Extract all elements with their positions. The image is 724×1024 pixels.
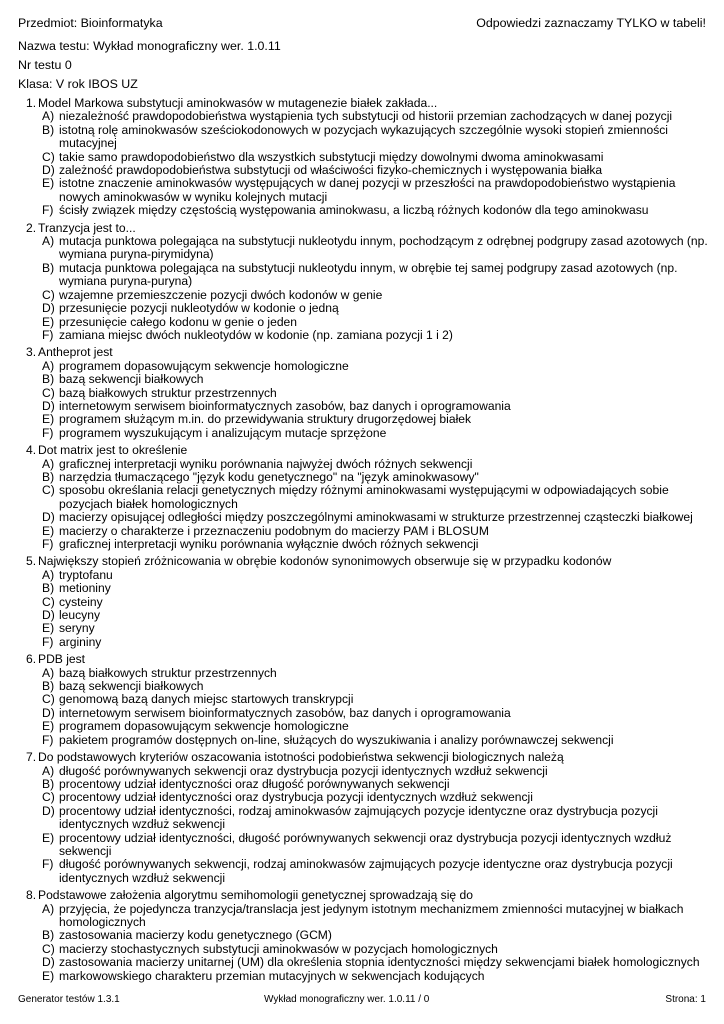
question-5 [0,555,724,649]
answer-option [0,596,724,609]
option-text: metioniny [59,581,111,596]
question-stem: Podstawowe założenia algorytmu semihomologii genetycznej sprowadzają się do [38,888,473,903]
option-text: markowowskiego charakteru przemian mutacyjnych w sekwencjach kodujących [59,968,485,983]
answer-option [0,110,724,123]
answer-option [0,778,724,791]
answer-option [0,413,724,426]
answer-option [0,373,724,386]
option-letter: D) [42,398,55,413]
option-text: przyjęcia, że pojedyncza tranzycja/translacja jest jedynym istotnym mechanizmem zmienności mutacyjnej w białkach homologicznych [59,901,684,929]
option-text: macierzy stochastycznych substytucji aminokwasów w pozycjach homologicznych [59,941,498,956]
question-text [0,97,724,110]
answer-option [0,387,724,400]
option-text: graficznej interpretacji wyniku porównania najwyżej dwóch różnych sekwencji [59,456,473,471]
option-letter: E) [42,412,55,427]
option-letter: D) [42,510,55,525]
question-number: 6. [26,652,37,667]
question-2 [0,222,724,343]
answer-option [0,538,724,551]
option-text: przesunięcie pozycji nukleotydów w kodonie o jedną [59,301,339,316]
answer-option [0,609,724,622]
question-stem: Największy stopień zróżnicowania w obrębie kodonów synonimowych obserwuje się w przypadku kodonów [38,554,612,569]
answer-option [0,164,724,177]
option-letter: D) [42,163,55,178]
answer-option [0,235,724,262]
footer-generator: Generator testów 1.3.1 [18,994,120,1005]
option-text: niezależność prawdopodobieństwa wystąpienia tych substytucji od historii przemian zachodzących w danej pozycji [59,109,673,124]
option-letter: C) [42,385,55,400]
option-text: długość porównywanych sekwencji oraz dystrybucja pozycji identycznych wzdłuż sekwencji [59,763,548,778]
question-text [0,751,724,764]
option-text: zamiana miejsc dwóch nukleotydów w kodonie (np. zamiana pozycji 1 i 2) [59,327,453,342]
question-6 [0,653,724,747]
option-text: zastosowania macierzy kodu genetycznego (GCM) [59,928,332,943]
option-letter: F) [42,425,54,440]
option-letter: E) [42,314,55,329]
question-4 [0,444,724,551]
option-letter: C) [42,287,55,302]
answer-option [0,693,724,706]
option-letter: B) [42,122,55,137]
instructions-label: Odpowiedzi zaznaczamy TYLKO w tabeli! [476,16,706,30]
option-letter: A) [42,456,55,471]
option-text: argininy [59,634,102,649]
option-letter: B) [42,372,55,387]
question-text [0,222,724,235]
answer-option [0,805,724,832]
option-text: programem dopasowującym sekwencje homologiczne [59,719,349,734]
question-stem: Dot matrix jest to określenie [38,443,188,458]
option-text: pakietem programów dostępnych on-line, służących do wyszukiwania i analizy porównawczej sekwencji [59,732,614,747]
answer-option [0,289,724,302]
option-letter: F) [42,634,54,649]
option-text: istotne znaczenie aminokwasów występujących w danej pozycji w przeszłości na prawdopodobieństwo wystąpienia nowych aminokwasów w wyniku kolejnych mutacji [59,176,676,204]
option-text: długość porównywanych sekwencji, rodzaj aminokwasów zajmujących pozycje identyczne oraz dystrybucja pozycji identycznych wzdłuż sekwencji [59,857,673,885]
question-number: 2. [26,220,37,235]
answer-option [0,707,724,720]
option-text: procentowy udział identyczności oraz długość porównywanych sekwencji [59,776,450,791]
option-text: programem wyszukującym i analizującym mutacje sprzężone [59,425,387,440]
option-text: ścisły związek między częstością występowania aminokwasu, a liczbą różnych kodonów dla tego aminokwasu [59,203,649,218]
answer-option [0,525,724,538]
answer-option [0,427,724,440]
option-letter: A) [42,234,55,249]
option-text: bazą białkowych struktur przestrzennych [59,665,277,680]
option-text: procentowy udział identyczności, rodzaj aminokwasów zajmujących pozycje identyczne oraz dystrybucja pozycji identycznych wzdłuż sekwencji [59,803,658,832]
option-letter: A) [42,665,55,680]
answer-option [0,943,724,956]
option-letter: B) [42,581,55,596]
question-number: 8. [26,888,37,903]
option-letter: B) [42,928,55,943]
option-letter: E) [42,968,55,983]
option-text: tryptofanu [59,567,113,582]
answer-option [0,720,724,733]
answer-option [0,204,724,217]
footer-page-number: Strona: 1 [665,994,706,1005]
answer-option [0,929,724,942]
option-text: mutacja punktowa polegająca na substytucji nukleotydu innym, pochodzącym z odrębnej podgrupy zasad azotowych (np. wymiana puryna-pirymidyna) [59,234,708,262]
option-letter: E) [42,830,55,845]
option-text: cysteiny [59,594,103,609]
option-text: procentowy udział identyczności oraz dystrybucja pozycji identycznych wzdłuż sekwencji [59,790,533,805]
option-text: macierzy opisującej odległości między poszczególnymi aminokwasami w strukturze przestrzennej cząsteczki białkowej [59,510,693,525]
test-name-label: Nazwa testu: Wykład monograficzny wer. 1.0.11 [18,39,281,53]
option-text: seryny [59,621,95,636]
option-text: narzędzia tłumaczącego "język kodu genetycznego" na "język aminokwasowy" [59,469,479,484]
question-number: 5. [26,554,37,569]
question-stem: Do podstawowych kryteriów oszacowania istotności podobieństwa sekwencji biologicznych należą [38,750,564,765]
answer-option [0,970,724,983]
question-stem: Antheprot jest [38,345,113,360]
answer-option [0,360,724,373]
answer-option [0,622,724,635]
option-text: sposobu określania relacji genetycznych między różnymi aminokwasami występującymi w odpowiadających sobie pozycjach białek homologicznych [59,483,669,511]
option-letter: A) [42,358,55,373]
answer-option [0,956,724,969]
question-stem: Model Markowa substytucji aminokwasów w mutagenezie białek zakłada... [38,96,438,110]
answer-option [0,471,724,484]
class-label: Klasa: V rok IBOS UZ [18,77,138,91]
answer-option [0,791,724,804]
question-3 [0,346,724,440]
question-list [0,97,724,987]
question-stem: Tranzycja jest to... [38,220,136,235]
question-number: 4. [26,443,37,458]
option-letter: D) [42,608,55,623]
option-letter: C) [42,594,55,609]
answer-option [0,765,724,778]
answer-option [0,858,724,885]
option-letter: F) [42,327,54,342]
subject-label: Przedmiot: Bioinformatyka [18,16,163,30]
answer-option [0,680,724,693]
answer-option [0,316,724,329]
question-text [0,346,724,359]
option-text: bazą sekwencji białkowych [59,372,204,387]
answer-option [0,302,724,315]
option-text: zastosowania macierzy unitarnej (UM) dla określenia stopnia identyczności między sekwencjami białek homologicznych [59,955,700,970]
option-letter: E) [42,523,55,538]
option-letter: C) [42,149,55,164]
question-number: 1. [26,96,37,110]
option-letter: A) [42,109,55,124]
option-letter: B) [42,776,55,791]
option-letter: B) [42,469,55,484]
answer-option [0,569,724,582]
answer-option [0,484,724,511]
test-number-label: Nr testu 0 [18,58,72,72]
option-letter: D) [42,955,55,970]
option-text: genomową bazą danych miejsc startowych transkrypcji [59,692,354,707]
option-text: internetowym serwisem bioinformatycznych zasobów, baz danych i oprogramowania [59,705,511,720]
option-letter: C) [42,692,55,707]
option-text: mutacja punktowa polegająca na substytucji nukleotydu innym, w obrębie tej samej podgrupy zasad azotowych (np. wymiana puryna-puryna) [59,260,678,289]
answer-option [0,636,724,649]
option-letter: E) [42,176,55,191]
question-8 [0,889,724,983]
option-letter: C) [42,941,55,956]
answer-option [0,177,724,204]
question-text [0,889,724,902]
option-letter: F) [42,537,54,551]
option-letter: A) [42,567,55,582]
question-text [0,653,724,666]
footer-document: Wykład monograficzny wer. 1.0.11 / 0 [264,994,430,1005]
answer-option [0,903,724,930]
option-letter: D) [42,301,55,316]
answer-option [0,511,724,524]
option-text: bazą sekwencji białkowych [59,679,204,694]
option-text: programem służącym m.in. do przewidywania struktury drugorzędowej białek [59,412,472,427]
answer-option [0,667,724,680]
answer-option [0,124,724,151]
question-text [0,444,724,457]
option-letter: F) [42,732,54,747]
option-letter: B) [42,679,55,694]
answer-option [0,262,724,289]
option-text: wzajemne przemieszczenie pozycji dwóch kodonów w genie [59,287,383,302]
answer-option [0,400,724,413]
answer-option [0,458,724,471]
option-text: zależność prawdopodobieństwa substytucji od właściwości fizyko-chemicznych i występowania białka [59,163,603,178]
option-text: procentowy udział identyczności, długość porównywanych sekwencji oraz dystrybucja pozycji identycznych wzdłuż sekwencji [59,830,672,858]
answer-option [0,832,724,859]
question-number: 3. [26,345,37,360]
question-7 [0,751,724,885]
option-text: leucyny [59,608,101,623]
option-text: programem dopasowującym sekwencje homologiczne [59,358,349,373]
question-number: 7. [26,750,37,765]
option-letter: D) [42,803,55,818]
option-text: macierzy o charakterze i przeznaczeniu podobnym do macierzy PAM i BLOSUM [59,523,489,538]
question-text [0,555,724,568]
answer-option [0,582,724,595]
option-text: istotną rolę aminokwasów sześciokodonowych w pozycjach wykazujących szczególnie wysoki stopień zmienności mutacyjnej [59,122,668,151]
question-1 [0,97,724,218]
option-letter: B) [42,260,55,275]
option-letter: E) [42,719,55,734]
option-letter: F) [42,857,54,872]
question-stem: PDB jest [38,652,86,667]
answer-option [0,151,724,164]
option-letter: C) [42,483,55,498]
option-text: graficznej interpretacji wyniku porównania wyłącznie dwóch różnych sekwencji [59,537,479,551]
option-letter: F) [42,203,54,218]
answer-option [0,329,724,342]
option-letter: A) [42,901,55,916]
answer-option [0,734,724,747]
option-letter: E) [42,621,55,636]
option-text: bazą białkowych struktur przestrzennych [59,385,277,400]
option-letter: C) [42,790,55,805]
option-letter: A) [42,763,55,778]
option-text: przesunięcie całego kodonu w genie o jeden [59,314,298,329]
option-letter: D) [42,705,55,720]
option-text: takie samo prawdopodobieństwo dla wszystkich substytucji między dowolnymi dwoma aminokwasami [59,149,604,164]
option-text: internetowym serwisem bioinformatycznych zasobów, baz danych i oprogramowania [59,398,511,413]
